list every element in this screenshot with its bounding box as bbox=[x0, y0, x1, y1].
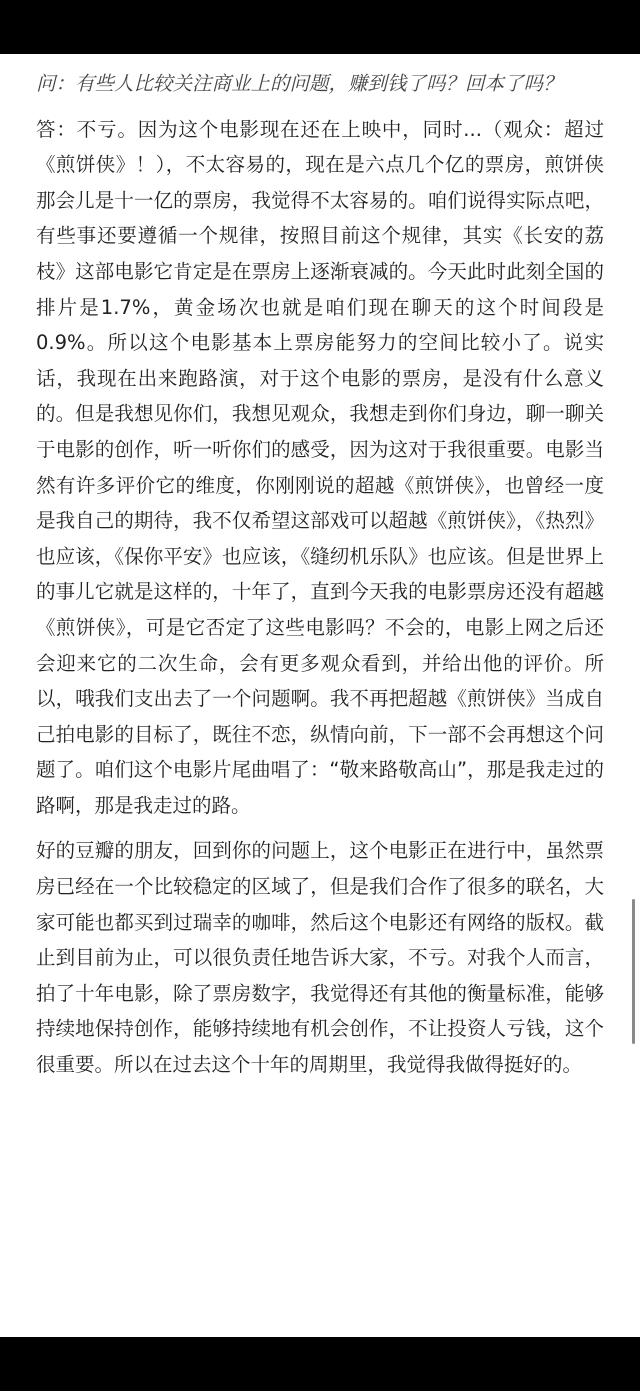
article-page bbox=[0, 54, 640, 1337]
question-paragraph: 问：有些人比较关注商业上的问题，赚到钱了吗？回本了吗？ bbox=[36, 72, 563, 95]
closing-paragraph: 好的豆瓣的朋友，回到你的问题上，这个电影正在进行中，虽然票房已经在一个比较稳定的区域了，但是我们合作了很多的联名，大家可能也都买到过瑞幸的咖啡，然后这个电影还有网络的版权。截止到目前为止，可以很负责任地告诉大家，不亏。对我个人而言，拍了十年电影，除了票房数字，我觉得还有其他的衡量标准，能够持续地保持创作，能够持续地有机会创作，不让投资人亏钱，这个很重要。所以在过去这个十年的周期里，我觉得我做得挺好的。 bbox=[36, 839, 604, 1077]
scrollbar-thumb[interactable] bbox=[632, 899, 635, 1044]
answer-paragraph: 答：不亏。因为这个电影现在还在上映中，同时...（观众：超过《煎饼侠》！），不太容易的，现在是六点几个亿的票房，煎饼侠那会儿是十一亿的票房，我觉得不太容易的。咱们说得实际点吧，有些事还要遵循一个规律，按照目前这个规律，其实《长安的荔枝》这部电影它肯定是在票房上逐渐衰减的。今天此时此刻全国的排片是1.7%，黄金场次也就是咱们现在聊天的这个时间段是0.9%。所以这个电影基本上票房能努力的空间比较小了。说实话，我现在出来跑路演，对于这个电影的票房，是没有什么意义的。但是我想见你们，我想见观众，我想走到你们身边，聊一聊关于电影的创作，听一听你们的感受，因为这对于我很重要。电影当然有许多评价它的维度，你刚刚说的超越《煎饼侠》，也曾经一度是我自己的期待，我不仅希望这部戏可以超越《煎饼侠》，《热烈》也应该，《保你平安》也应该，《缝纫机乐队》也应该。但是世界上的事儿它就是这样的，十年了，直到今天我的电影票房还没有超越《煎饼侠》，可是它否定了这些电影吗？不会的，电影上网之后还会迎来它的二次生命，会有更多观众看到，并给出他的评价。所以，哦我们支出去了一个问题啊。我不再把超越《煎饼侠》当成自己拍电影的目标了，既往不恋，纵情向前，下一部不会再想这个问题了。咱们这个电影片尾曲唱了：“敬来路敬高山”，那是我走过的路啊，那是我走过的路。 bbox=[36, 117, 604, 817]
article-content bbox=[36, 66, 604, 1083]
